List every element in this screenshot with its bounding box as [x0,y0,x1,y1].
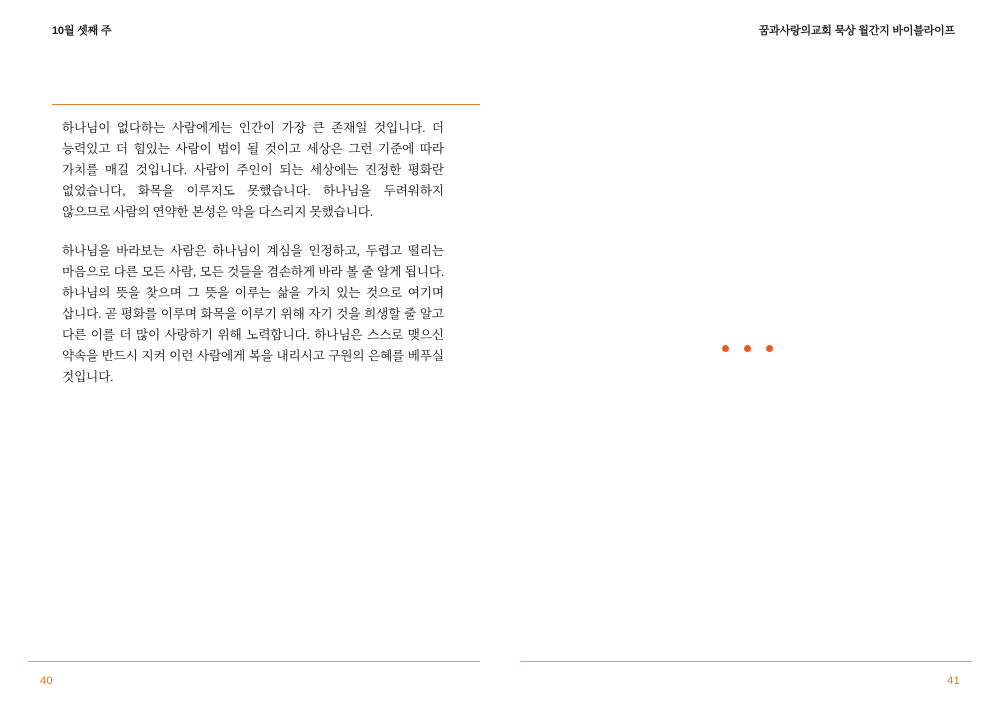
page-number-left: 40 [40,675,53,687]
page-number-right: 41 [947,675,960,687]
dot-icon [722,345,729,352]
body-paragraph: 하나님을 바라보는 사람은 하나님이 계심을 인정하고, 두렵고 떨리는 마음으로 다른 모든 사람, 모든 것들을 겸손하게 바라 볼 줄 알게 됩니다. 하나님의 뜻을 찾으며 그 뜻을 이루는 삶을 가치 있는 것으로 여기며 삽니다. 곧 평화를 이루며 화목을 이루기 위해 자기 것을 희생할 줄 알고 다른 이를 더 많이 사랑하기 위해 노력합니다. 하나님은 스스로 맺으신 약속을 반드시 지켜 이런 사람에게 복을 내리시고 구원의 은혜를 베푸실 것입니다. [62,244,444,384]
body-text-column [62,118,444,388]
dot-icon [744,345,751,352]
body-paragraph: 하나님이 없다하는 사람에게는 인간이 가장 큰 존재일 것입니다. 더 능력있고 더 힘있는 사람이 법이 될 것이고 세상은 그런 기준에 따라 가치를 매길 것입니다. 사람이 주인이 되는 세상에는 진정한 평화란 없었습니다, 화목을 이루지도 못했습니다. 하나님을 두려워하지 않으므로 사람의 연약한 본성은 악을 다스리지 못했습니다. [62,121,444,219]
three-dots-divider-icon [722,345,780,353]
footer-rule-left [28,661,480,662]
footer-rule-right [520,661,972,662]
running-head-left: 10월 셋째 주 [52,25,112,37]
top-divider-rule [52,104,480,105]
running-head-right: 꿈과사랑의교회 묵상 월간지 바이블라이프 [758,25,955,37]
dot-icon [766,345,773,352]
